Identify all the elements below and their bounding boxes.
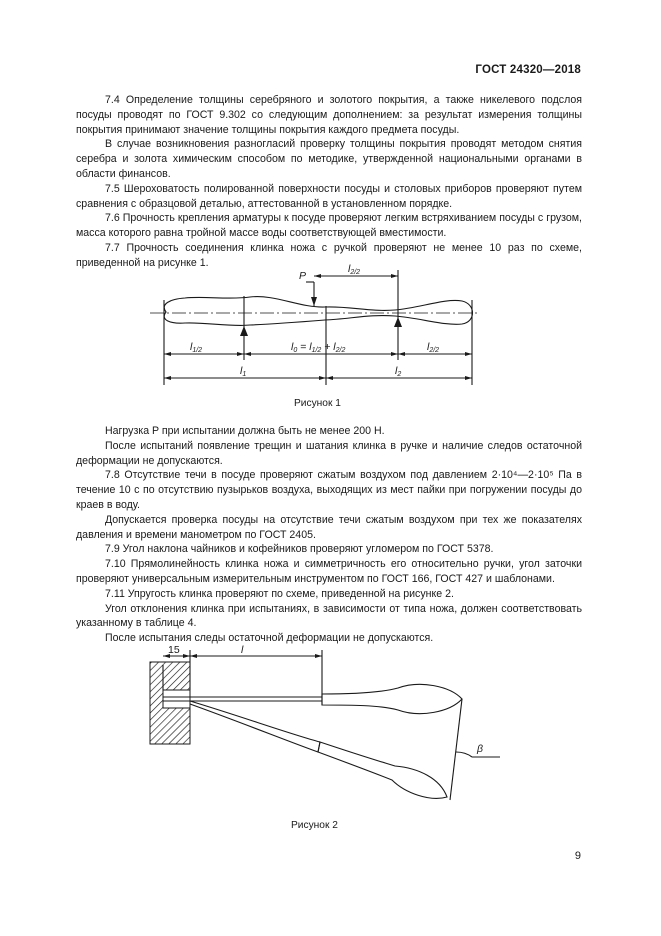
dim-label-l1: l1 [240,365,247,378]
paragraph-7-6: 7.6 Прочность крепления арматуры к посуде проверяют легким встряхиванием посуды с грузом, масса которого равна тройной массе воды соответствующей вместимости. [76,212,582,240]
paragraph-7-4-dispute: В случае возникновения разногласий проверку толщины покрытия проводят методом снятия серебра и золота химическим способом по методике, утвержденной национальными органами в области финансов. [76,138,582,180]
paragraph-7-8: 7.8 Отсутствие течи в посуде проверяют сжатым воздухом под давлением 2·10⁴—2·10⁵ Па в течение 10 с по отсутствию пузырьков воздуха, выходящих из мест пайки при погружении посуды до краев в воду. [76,469,582,511]
paragraph-7-5: 7.5 Шероховатость полированной поверхности посуды и столовых приборов проверяют путем сравнения с образцовой деталью, аттестованной в установленном порядке. [76,182,582,210]
dim-label-l22-right: l2/2 [427,341,440,354]
paragraph-7-8-manometer: Допускается проверка посуды на отсутствие течи сжатым воздухом при тех же показателях давления и времени манометром по ГОСТ 2405. [76,513,582,541]
knife-handle-straight [322,684,462,713]
knife-blade-deflected [190,701,320,742]
paragraph-no-deformation: После испытания следы остаточной деформации не допускаются. [105,632,434,645]
dim-label-l12: l1/2 [190,341,203,354]
dim-l-label: l [241,644,244,656]
knife-handle-deflected [318,742,447,798]
dim-label-l0-formula: l0 = l1/2 + l2/2 [291,341,346,354]
standard-header: ГОСТ 24320—2018 [475,64,581,76]
angle-beta-label: β [477,743,483,755]
dim-label-l22-top: l2/2 [348,263,361,276]
paragraph-7-10: 7.10 Прямолинейность клинка ножа и симметричность его относительно ручки, угол заточки проверяют универсальным измерительным инструментом по ГОСТ 166, ГОСТ 427 и шаблонами. [76,558,582,585]
paragraph-after-test: После испытаний появление трещин и шатания клинка в ручке и наличие следов остаточной деформации не допускаются. [76,439,582,467]
paragraph-7-7: 7.7 Прочность соединения клинка ножа с ручкой проверяют не менее 10 раз по схеме, приведенной на рисунке 1. [76,241,582,269]
figure-2-caption: Рисунок 2 [291,820,338,831]
paragraph-7-9: 7.9 Угол наклона чайников и кофейников проверяют угломером по ГОСТ 5378. [105,543,494,556]
paragraph-angle: Угол отклонения клинка при испытаниях, в зависимости от типа ножа, должен соответствовать указанному в таблице 4. [76,602,582,630]
paragraph-load: Нагрузка P при испытании должна быть не менее 200 Н. [105,425,385,437]
dim-15-label: 15 [168,644,180,656]
dim-label-l2: l2 [395,365,402,378]
figure-1-caption: Рисунок 1 [294,398,341,409]
page-number: 9 [574,850,581,862]
paragraph-7-11: 7.11 Упругость клинка проверяют по схеме, приведенной на рисунке 2. [105,587,454,600]
paragraph-7-4: 7.4 Определение толщины серебряного и золотого покрытия, а также никелевого подслоя посуды проводят по ГОСТ 9.302 со следующим дополнением: за результат измерения толщины покрытия принимают значение толщины покрытия каждого предмета посуды. [76,94,582,136]
load-label: P [299,270,307,282]
